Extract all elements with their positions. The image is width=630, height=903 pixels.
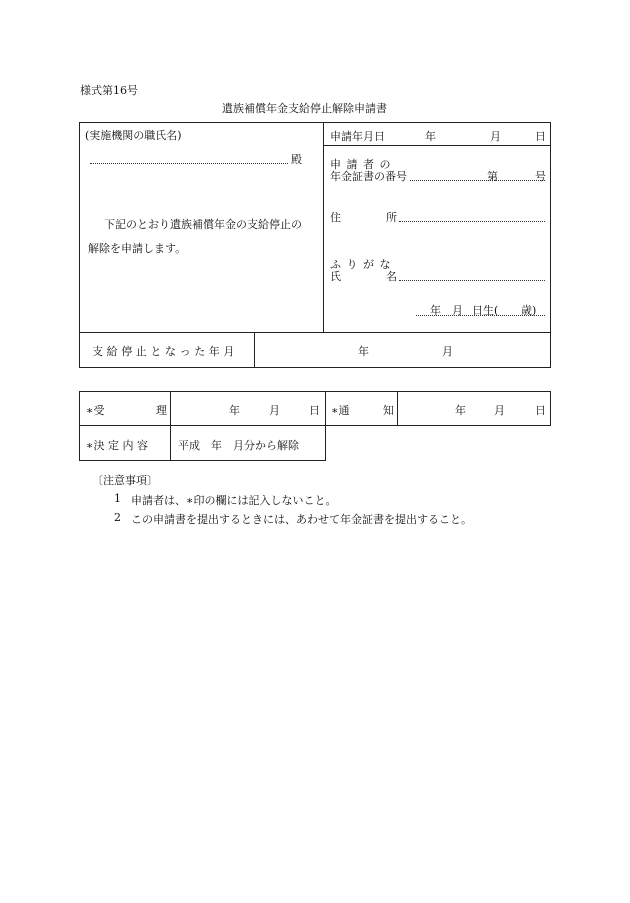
- receipt-label-a: ∗受: [86, 404, 105, 417]
- decision-text[interactable]: 平成 年 月分から解除: [178, 439, 299, 452]
- birth-day-label: 日生(: [472, 304, 499, 317]
- furigana-label: ふ り が な: [330, 258, 392, 271]
- notice-label-a: ∗通: [331, 404, 350, 417]
- date-day[interactable]: 日: [535, 130, 546, 143]
- go-label: 号: [535, 170, 546, 183]
- notice-year[interactable]: 年: [455, 404, 466, 417]
- birth-line[interactable]: [416, 315, 545, 316]
- notice-day[interactable]: 日: [535, 404, 546, 417]
- note-1-number: 1: [114, 492, 121, 505]
- date-month[interactable]: 月: [490, 130, 501, 143]
- institution-label: (実施機関の職氏名): [85, 129, 182, 142]
- notice-month[interactable]: 月: [494, 404, 505, 417]
- birth-month[interactable]: 月: [452, 304, 463, 317]
- note-2-text: この申請書を提出するときには、あわせて年金証書を提出すること。: [131, 513, 472, 526]
- request-text-2: 解除を申請します。: [88, 242, 187, 255]
- notice-label-b: 知: [383, 404, 394, 417]
- name-line[interactable]: [399, 280, 545, 281]
- stop-year[interactable]: 年: [358, 345, 369, 358]
- dai-label: 第: [487, 170, 498, 183]
- receipt-label-b: 理: [156, 404, 167, 417]
- form-title: 遺族補償年金支給停止解除申請書: [222, 102, 387, 115]
- date-label: 申請年月日: [330, 130, 385, 143]
- request-text-1: 下記のとおり遺族補償年金の支給停止の: [104, 218, 302, 231]
- form-number: 様式第16号: [80, 84, 138, 97]
- institution-line[interactable]: [90, 163, 288, 164]
- pension-number-line[interactable]: [410, 180, 545, 181]
- applicant-label-1: 申 請 者 の: [330, 158, 392, 171]
- date-year[interactable]: 年: [425, 130, 436, 143]
- age-label: 歳): [521, 304, 537, 317]
- note-1-text: 申請者は、∗印の欄には記入しないこと。: [131, 494, 337, 507]
- birth-year[interactable]: 年: [430, 304, 441, 317]
- notes-heading: 〔注意事項〕: [92, 474, 158, 487]
- stop-label: 支給停止となった年月: [92, 345, 238, 358]
- name-label-a: 氏: [330, 270, 341, 283]
- address-line[interactable]: [399, 221, 545, 222]
- stop-month[interactable]: 月: [442, 345, 453, 358]
- receipt-day[interactable]: 日: [309, 404, 320, 417]
- receipt-month[interactable]: 月: [269, 404, 280, 417]
- decision-label: ∗決 定 内 容: [86, 439, 148, 452]
- name-label-b: 名: [386, 270, 397, 283]
- note-2-number: 2: [114, 511, 121, 524]
- honorific: 殿: [291, 153, 302, 166]
- address-label-b: 所: [386, 211, 397, 224]
- address-label-a: 住: [330, 211, 341, 224]
- applicant-label-2: 年金証書の番号: [330, 170, 407, 183]
- receipt-year[interactable]: 年: [229, 404, 240, 417]
